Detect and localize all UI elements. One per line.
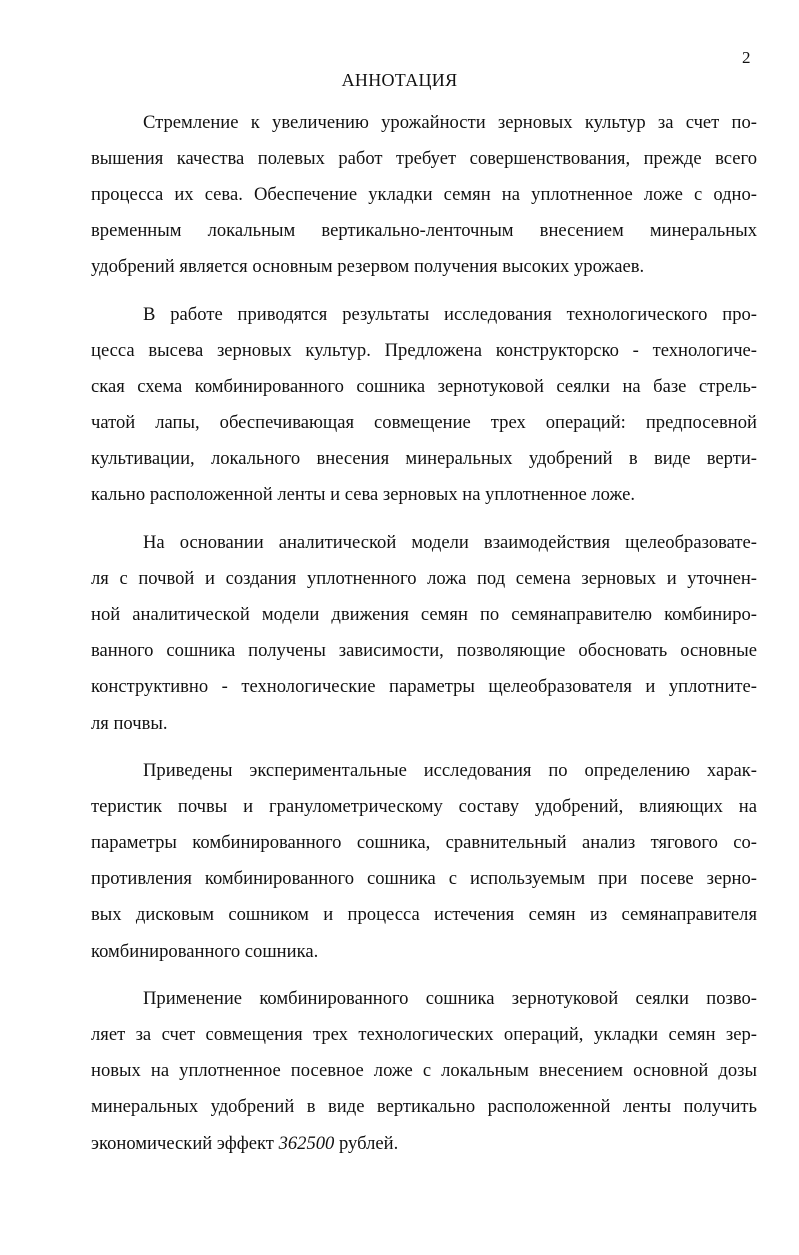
economic-effect-label: экономический эффект	[91, 1132, 279, 1154]
text-line: ванного сошника получены зависимости, позволяющие обосновать основные	[91, 640, 757, 662]
text-line: В работе приводятся результаты исследования технологического про-	[143, 303, 757, 325]
text-line: минеральных удобрений в виде вертикально расположенной ленты получить	[91, 1096, 757, 1118]
page-number: 2	[742, 48, 751, 67]
paragraph-2	[91, 297, 757, 514]
text-line: конструктивно - технологические параметры щелеобразователя и уплотните-	[91, 676, 757, 698]
text-line: Применение комбинированного сошника зернотуковой сеялки позво-	[143, 988, 757, 1010]
paragraph-3	[91, 525, 757, 742]
text-line: ля почвы.	[91, 712, 168, 734]
text-line: вышения качества полевых работ требует совершенствования, прежде всего	[91, 148, 757, 170]
text-line: временным локальным вертикально-ленточным внесением минеральных	[91, 220, 757, 242]
text-line	[91, 1126, 757, 1162]
text-line: вых дисковым сошником и процесса истечения семян из семянаправителя	[91, 904, 757, 926]
text-line: На основании аналитической модели взаимодействия щелеобразовате-	[143, 532, 757, 554]
paragraph-5	[91, 981, 757, 1161]
text-line: ляет за счет совмещения трех технологических операций, укладки семян зер-	[91, 1024, 757, 1046]
text-line: цесса высева зерновых культур. Предложена конструкторско - технологиче-	[91, 340, 757, 362]
annotation-body	[91, 105, 757, 1162]
text-line: удобрений является основным резервом получения высоких урожаев.	[91, 256, 645, 278]
text-line: процесса их сева. Обеспечение укладки семян на уплотненное ложе с одно-	[91, 184, 757, 206]
text-line: теристик почвы и гранулометрическому составу удобрений, влияющих на	[91, 796, 757, 818]
text-line: ская схема комбинированного сошника зернотуковой сеялки на базе стрель-	[91, 376, 757, 398]
economic-effect-amount: 362500	[278, 1132, 335, 1154]
text-line: комбинированного сошника.	[91, 940, 319, 962]
text-line: ля с почвой и создания уплотненного ложа под семена зерновых и уточнен-	[91, 568, 757, 590]
text-line: чатой лапы, обеспечивающая совмещение трех операций: предпосевной	[91, 412, 757, 434]
paragraph-1	[91, 105, 757, 285]
text-line: кально расположенной ленты и сева зерновых на уплотненное ложе.	[91, 484, 635, 506]
text-line: ной аналитической модели движения семян по семянаправителю комбиниро-	[91, 604, 757, 626]
text-line: культивации, локального внесения минеральных удобрений в виде верти-	[91, 448, 757, 470]
currency-label: рублей.	[334, 1132, 399, 1154]
text-line: Приведены экспериментальные исследования по определению харак-	[143, 760, 757, 782]
text-line: параметры комбинированного сошника, сравнительный анализ тягового со-	[91, 832, 757, 854]
paragraph-4	[91, 753, 757, 970]
text-line: противления комбинированного сошника с используемым при посеве зерно-	[91, 868, 757, 890]
text-line: новых на уплотненное посевное ложе с локальным внесением основной дозы	[91, 1060, 757, 1082]
text-line: Стремление к увеличению урожайности зерновых культур за счет по-	[143, 112, 757, 133]
page-title: АННОТАЦИЯ	[341, 70, 458, 90]
